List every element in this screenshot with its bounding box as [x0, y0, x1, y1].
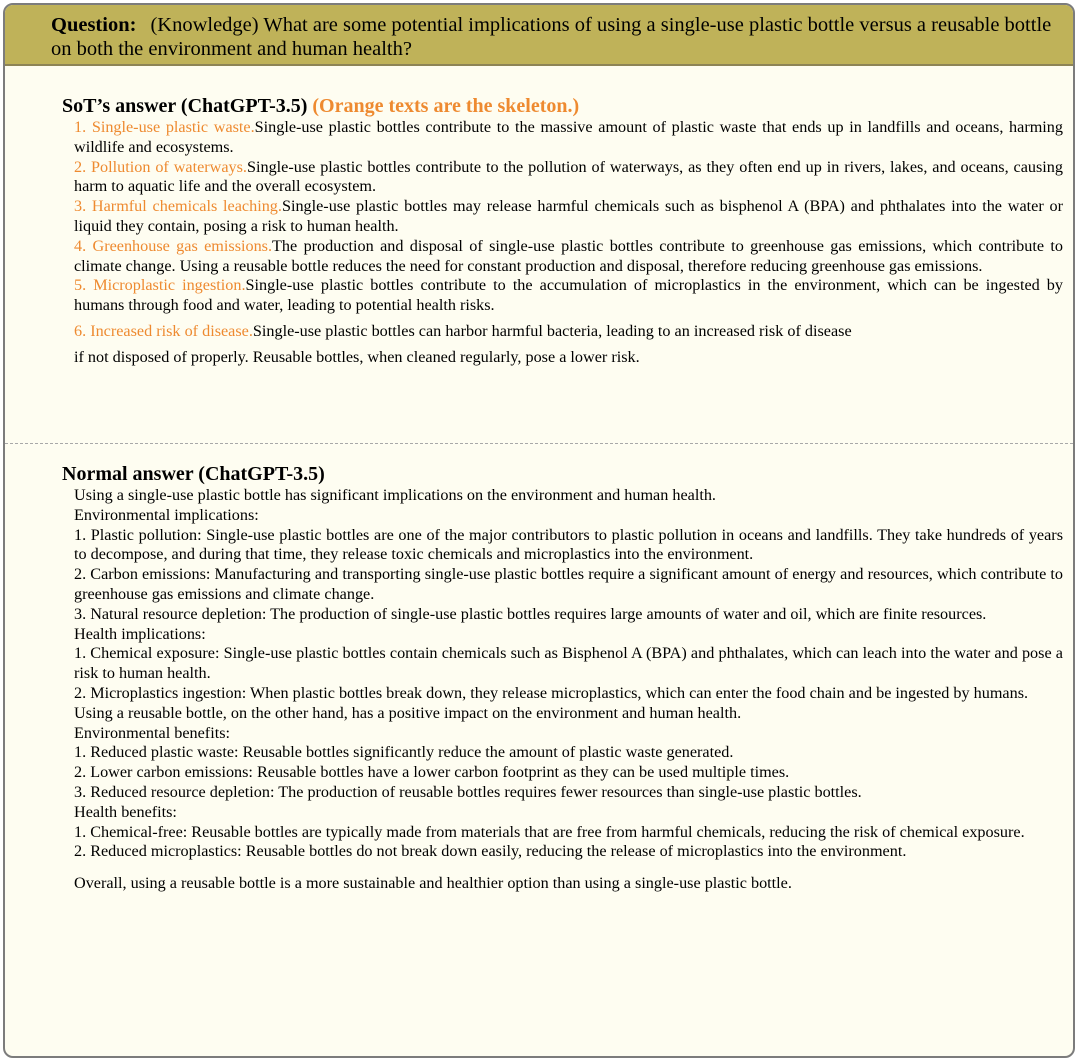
sot-heading: [62, 94, 1063, 118]
skeleton-text: 1. Single-use plastic waste.: [74, 118, 255, 136]
skeleton-text: 4. Greenhouse gas emissions.: [74, 236, 273, 255]
sot-point: [74, 322, 1063, 342]
question-text: (Knowledge) What are some potential implications of using a single-use plastic bottle versus a reusable bottle on both the environment and human health?: [51, 14, 1052, 60]
skeleton-text: 3. Harmful chemicals leaching.: [74, 197, 282, 216]
normal-body: [74, 486, 1063, 894]
sot-point: [74, 197, 1063, 237]
sot-title: SoT’s answer (ChatGPT-3.5): [62, 95, 308, 117]
point-expansion: Single-use plastic bottles contribute to the accumulation of microplastics in the environment, which can be ingested by humans through food and water, leading to potential health risks.: [74, 276, 1063, 315]
answer-line: 3. Reduced resource depletion: The production of reusable bottles requires fewer resources than single-use plastic bottles.: [74, 782, 862, 801]
sot-answer-section: [5, 66, 1073, 368]
answer-line: Health benefits:: [74, 802, 177, 821]
answer-closing: Overall, using a reusable bottle is a more sustainable and healthier option than using a single-use plastic bottle.: [74, 874, 792, 893]
answer-line: 1. Reduced plastic waste: Reusable bottles significantly reduce the amount of plastic waste generated.: [74, 743, 734, 762]
answer-line: 2. Microplastics ingestion: When plastic bottles break down, they release microplastics, which can enter the food chain and be ingested by humans.: [74, 683, 1029, 702]
answer-line: 1. Chemical-free: Reusable bottles are typically made from materials that are free from harmful chemicals, reducing the risk of chemical exposure.: [74, 822, 1025, 841]
point-expansion: The production and disposal of single-use plastic bottles contribute to greenhouse gas emissions, which contribute to climate change. Using a reusable bottle reduces the need for constant production and disposal, therefore reducing greenhouse gas emissions.: [74, 236, 1063, 275]
point-expansion: Single-use plastic bottles can harbor harmful bacteria, leading to an increased risk of disease: [252, 321, 852, 340]
answer-line: 3. Natural resource depletion: The production of single-use plastic bottles requires large amounts of water and oil, which are finite resources.: [74, 604, 987, 623]
answer-line: 2. Lower carbon emissions: Reusable bottles have a lower carbon footprint as they can be used multiple times.: [74, 763, 790, 782]
answer-line: Using a reusable bottle, on the other hand, has a positive impact on the environment and human health.: [74, 703, 742, 722]
sot-point: [74, 118, 1063, 158]
section-divider: [5, 443, 1073, 444]
answer-line: Environmental benefits:: [74, 723, 230, 742]
question-bar: [5, 5, 1073, 66]
skeleton-text: 6. Increased risk of disease.: [74, 321, 253, 340]
point-expansion: Single-use plastic bottles may release harmful chemicals such as bisphenol A (BPA) and phthalates into the water or liquid they contain, posing a risk to human health.: [74, 197, 1063, 235]
sot-point: [74, 276, 1063, 316]
sot-point: [74, 237, 1063, 277]
sot-point: [74, 158, 1063, 198]
point-expansion: Single-use plastic bottles contribute to the massive amount of plastic waste that ends up in landfills and oceans, harming wildlife and ecosystems.: [74, 118, 1063, 156]
sot-note: (Orange texts are the skeleton.): [312, 95, 580, 117]
answer-line: Environmental implications:: [74, 505, 259, 524]
answer-line: 2. Reduced microplastics: Reusable bottles do not break down easily, reducing the release of microplastics into the environment.: [74, 842, 907, 861]
answer-line: Health implications:: [74, 624, 206, 643]
sot-body: [74, 118, 1063, 368]
answer-line: 2. Carbon emissions: Manufacturing and transporting single-use plastic bottles require a significant amount of energy and resources, which contribute to greenhouse gas emissions and climate change.: [74, 565, 1063, 603]
point-expansion: Single-use plastic bottles contribute to the pollution of waterways, as they often end up in rivers, lakes, and oceans, causing harm to aquatic life and the overall ecosystem.: [74, 157, 1063, 196]
skeleton-text: 2. Pollution of waterways.: [74, 157, 247, 176]
answer-line: Using a single-use plastic bottle has significant implications on the environment and human health.: [74, 486, 716, 504]
answer-line: 1. Plastic pollution: Single-use plastic bottles are one of the major contributors to plastic pollution in oceans and landfills. They take hundreds of years to decompose, and during that time, they release toxic chemicals and microplastics into the environment.: [74, 525, 1063, 564]
question-label: Question:: [51, 14, 137, 36]
normal-heading: Normal answer (ChatGPT-3.5): [62, 463, 325, 485]
figure-box: [3, 3, 1075, 1058]
skeleton-text: 5. Microplastic ingestion.: [74, 276, 246, 295]
sot-point-continuation: [74, 348, 1063, 368]
answer-line: 1. Chemical exposure: Single-use plastic bottles contain chemicals such as Bisphenol A (BPA) and phthalates, which can leach into the water and pose a risk to human health.: [74, 644, 1063, 683]
point-expansion: if not disposed of properly. Reusable bottles, when cleaned regularly, pose a lower risk.: [74, 347, 640, 366]
normal-answer-section: [5, 462, 1073, 894]
